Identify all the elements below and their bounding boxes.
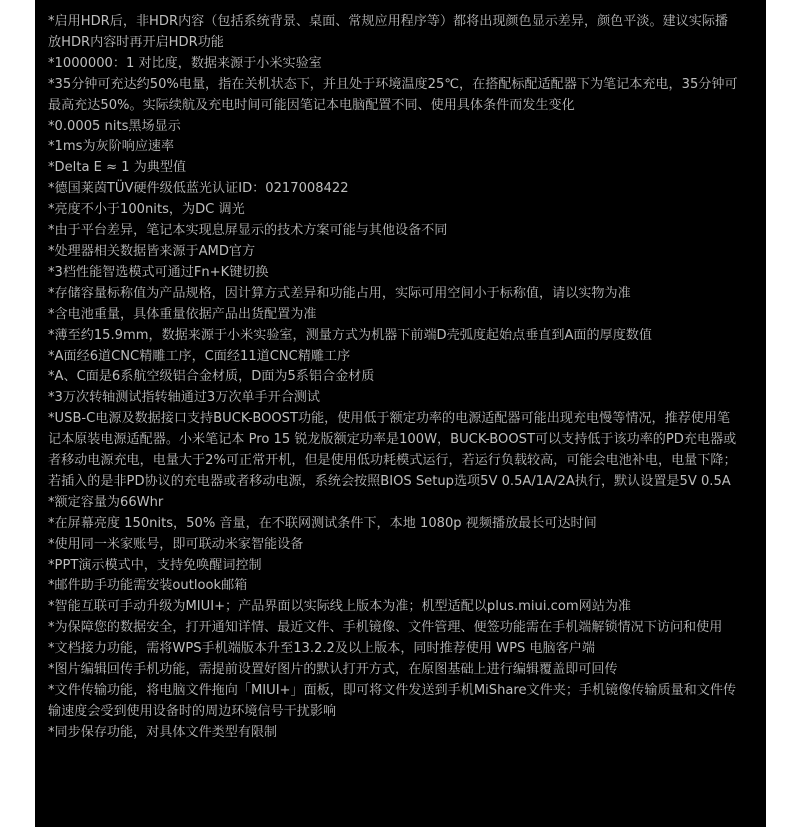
- note-hinge-test: *3万次转轴测试指转轴通过3万次单手开合测试: [48, 390, 320, 406]
- note-video-playback: *在屏幕亮度 150nits，50% 音量，在不联网测试条件下，本地 1080p 视频播放最长可达时间: [48, 515, 597, 531]
- note-thickness: *薄至约15.9mm，数据来源于小米实验室，测量方式为机器下前端D壳弧度起始点垂直到A面的厚度数值: [48, 327, 652, 343]
- note-response-time: *1ms为灰阶响应速率: [48, 139, 175, 155]
- note-dc-dimming: *亮度不小于100nits，为DC 调光: [48, 202, 245, 218]
- note-performance-modes: *3档性能智选模式可通过Fn+K键切换: [48, 264, 269, 280]
- note-screen-off-display: *由于平台差异，笔记本实现息屏显示的技术方案可能与其他设备不同: [48, 223, 448, 239]
- note-weight: *含电池重量，具体重量依据产品出货配置为准: [48, 306, 317, 322]
- note-usb-c: *USB-C电源及数据接口支持BUCK-BOOST功能，使用低于额定功率的电源适配器可能出现充电慢等情况，推荐使用笔记本原装电源适配器。小米笔记本 Pro 15 锐龙版额定功率是100W，BUCK-BOOST可以支持低于该功率的PD充电器或者移动电源充电，电量大于2%可正常开机，但是使用低功耗模式运行，若运行负载较高，可能会电池补电，电量下降；若插入的是非PD协议的充电器或者移动电源，系统会按照BIOS Setup选项5V 0.5A/1A/2A执行，默认设置是5V 0.5A: [48, 411, 737, 489]
- note-processor: *处理器相关数据皆来源于AMD官方: [48, 243, 256, 259]
- note-data-security: *为保障您的数据安全，打开通知详情、最近文件、手机镜像、文件管理、便签功能需在手机端解锁情况下访问和使用: [48, 620, 723, 636]
- note-miui-plus: *智能互联可手动升级为MIUI+；产品界面以实际线上版本为准；机型适配以plus.miui.com网站为准: [48, 599, 631, 615]
- note-delta-e: *Delta E ≈ 1 为典型值: [48, 160, 187, 176]
- note-charging: *35分钟可充达约50%电量，指在关机状态下，并且处于环境温度25℃，在搭配标配适配器下为笔记本充电，35分钟可最高充达50%。实际续航及充电时间可能因笔记本电脑配置不同、使用具体条件而发生变化: [48, 76, 738, 113]
- note-mail-assistant: *邮件助手功能需安装outlook邮箱: [48, 578, 248, 594]
- disclaimer-panel: [35, 0, 766, 827]
- note-file-transfer: *文件传输功能，将电脑文件拖向「MIUI+」面板，即可将文件发送到手机MiShare文件夹；手机镜像传输质量和文件传输速度会受到使用设备时的周边环境信号干扰影响: [48, 683, 737, 719]
- note-tuv: *德国莱茵TÜV硬件级低蓝光认证ID：0217008422: [48, 181, 349, 197]
- note-ppt-mode: *PPT演示模式中，支持免唤醒词控制: [48, 557, 262, 573]
- note-contrast: *1000000：1 对比度，数据来源于小米实验室: [48, 55, 322, 71]
- note-mijia: *使用同一米家账号，即可联动米家智能设备: [48, 536, 304, 552]
- note-battery-capacity: *额定容量为66Whr: [48, 494, 164, 510]
- footnote-list: [48, 12, 738, 744]
- note-sync-save: *同步保存功能，对具体文件类型有限制: [48, 724, 278, 740]
- note-black-level: *0.0005 nits黑场显示: [48, 118, 181, 134]
- note-cnc: *A面经6道CNC精雕工序，C面经11道CNC精雕工序: [48, 348, 351, 364]
- note-material: *A、C面是6系航空级铝合金材质，D面为5系铝合金材质: [48, 369, 375, 385]
- note-document-relay: *文档接力功能，需将WPS手机端版本升至13.2.2及以上版本，同时推荐使用 WPS 电脑客户端: [48, 641, 595, 657]
- note-storage: *存储容量标称值为产品规格，因计算方式差异和功能占用，实际可用空间小于标称值，请以实物为准: [48, 285, 631, 301]
- note-hdr: *启用HDR后，非HDR内容（包括系统背景、桌面、常规应用程序等）都将出现颜色显示差异，颜色平淡。建议实际播放HDR内容时再开启HDR功能: [48, 14, 729, 50]
- note-image-edit: *图片编辑回传手机功能，需提前设置好图片的默认打开方式，在原图基础上进行编辑覆盖即可回传: [48, 662, 618, 678]
